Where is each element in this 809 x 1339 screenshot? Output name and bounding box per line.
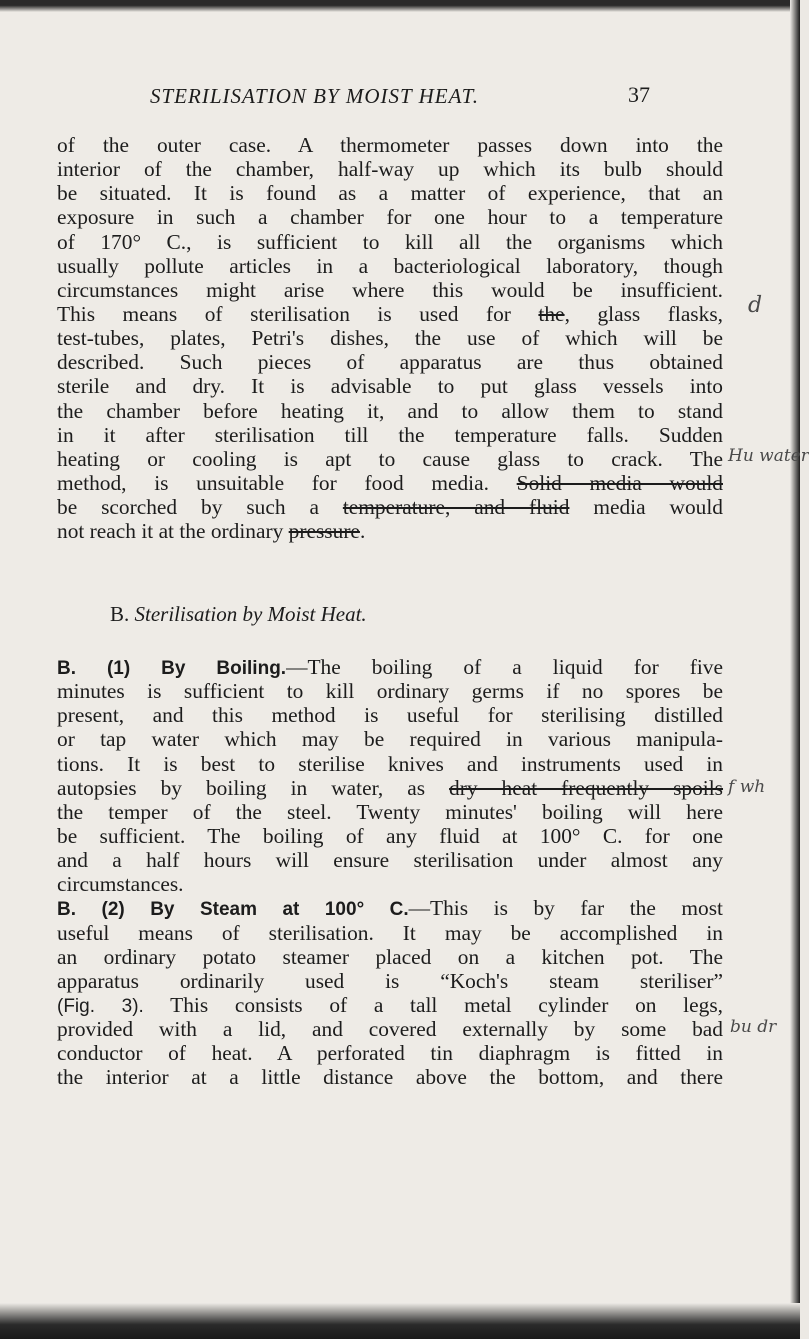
- text-line: [57, 703, 723, 727]
- text-run: test-tubes, plates, Petri's dishes, the use of which will be: [57, 326, 723, 351]
- text-run: apparatus ordinarily used is “Koch's steam steriliser”: [57, 968, 723, 993]
- text-run: heating or cooling is apt to cause glass to crack. The: [57, 446, 723, 471]
- text-line: [57, 399, 723, 423]
- section-title: Sterilisation by Moist Heat.: [134, 602, 367, 626]
- text-run: in it after sterilisation till the temperature falls. Sudden: [57, 422, 723, 447]
- text-run: exposure in such a chamber for one hour to a temperature: [57, 205, 723, 230]
- struck-text: the: [538, 301, 565, 326]
- text-run: This consists of a tall metal cylinder on legs,: [143, 992, 723, 1017]
- text-line: [57, 423, 723, 447]
- running-head: [150, 80, 650, 116]
- text-line: [57, 495, 723, 519]
- text-line: [57, 230, 723, 254]
- text-line: [57, 776, 723, 800]
- text-run: not reach it at the ordinary: [57, 519, 289, 544]
- text-line: [57, 326, 723, 350]
- scan-edge-bottom: [0, 1303, 800, 1339]
- margin-note-handwritten: Hu water: [728, 446, 809, 466]
- text-line: [57, 848, 723, 872]
- text-line: [57, 278, 723, 302]
- text-run: be scorched by such a: [57, 495, 343, 520]
- subsection-heading: B. (2) By Steam at 100° C.: [57, 899, 409, 921]
- text-run: be sufficient. The boiling of any fluid at 100° C. for one: [57, 823, 723, 848]
- text-line: [57, 679, 723, 703]
- text-line: [57, 519, 723, 543]
- section-heading: [110, 602, 367, 627]
- paragraph-moist-heat: [57, 655, 723, 1090]
- scan-edge-right: [790, 0, 800, 1339]
- text-line: [57, 921, 723, 945]
- struck-text: temperature, and fluid: [342, 495, 570, 520]
- struck-text: pressure: [288, 519, 360, 544]
- text-run: autopsies by boiling in water, as: [57, 775, 450, 800]
- text-line: [57, 1041, 723, 1065]
- text-run: conductor of heat. A perforated tin diaphragm is fitted in: [57, 1041, 723, 1066]
- text-run: circumstances.: [57, 872, 184, 897]
- text-line: [57, 471, 723, 495]
- text-line: [57, 993, 723, 1017]
- margin-note-handwritten: bu dr: [730, 1017, 777, 1037]
- margin-note-handwritten: d: [748, 293, 763, 318]
- scan-edge-top: [0, 0, 800, 12]
- text-line: [57, 752, 723, 776]
- text-run: the chamber before heating it, and to allow them to stand: [57, 398, 723, 423]
- text-run: useful means of sterilisation. It may be accomplished in: [57, 920, 723, 945]
- text-line: [57, 254, 723, 278]
- text-run: sterile and dry. It is advisable to put glass vessels into: [57, 374, 723, 399]
- text-line: [57, 969, 723, 993]
- text-line: [57, 205, 723, 229]
- text-line: [57, 945, 723, 969]
- text-run: interior of the chamber, half-way up which its bulb should: [57, 157, 723, 182]
- text-run: described. Such pieces of apparatus are thus obtained: [57, 350, 723, 375]
- text-line: [57, 374, 723, 398]
- text-run: —The boiling of a liquid for five: [286, 655, 723, 679]
- text-run: or tap water which may be required in various manipula-: [57, 727, 723, 752]
- text-run: media would: [569, 495, 723, 520]
- section-label: B.: [110, 602, 130, 626]
- text-run: of 170° C., is sufficient to kill all the organisms which: [57, 229, 723, 254]
- struck-text: dry heat frequently spoils: [449, 775, 724, 800]
- text-run: of the outer case. A thermometer passes down into the: [57, 133, 723, 157]
- text-line: [57, 655, 723, 679]
- paragraph-dry-heat: [57, 133, 723, 543]
- text-run: —This is by far the most: [408, 896, 723, 921]
- text-line: [57, 1065, 723, 1089]
- margin-note-handwritten: f wh: [728, 777, 766, 797]
- text-run: minutes is sufficient to kill ordinary germs if no spores be: [57, 679, 723, 704]
- text-line: [57, 727, 723, 751]
- text-run: , glass flasks,: [564, 301, 724, 326]
- text-run: present, and this method is useful for sterilising distilled: [57, 703, 723, 728]
- text-run: the temper of the steel. Twenty minutes' boiling will here: [57, 799, 723, 824]
- text-line: [57, 824, 723, 848]
- text-line: [57, 157, 723, 181]
- text-run: the interior at a little distance above the bottom, and there: [57, 1065, 723, 1090]
- subsection-heading: B. (1) By Boiling.: [57, 658, 287, 679]
- text-line: [57, 1017, 723, 1041]
- text-run: This means of sterilisation is used for: [57, 301, 539, 326]
- figure-reference: (Fig. 3).: [57, 995, 144, 1017]
- text-run: and a half hours will ensure sterilisation under almost any: [57, 848, 723, 873]
- text-run: .: [359, 519, 366, 544]
- text-run: method, is unsuitable for food media.: [57, 470, 517, 495]
- text-run: usually pollute articles in a bacteriological laboratory, though: [57, 253, 723, 278]
- text-run: provided with a lid, and covered externally by some bad: [57, 1017, 723, 1042]
- text-run: circumstances might arise where this would be insufficient.: [57, 277, 723, 302]
- text-run: be situated. It is found as a matter of experience, that an: [57, 181, 723, 206]
- text-line: [57, 872, 723, 896]
- text-line: [57, 896, 723, 920]
- text-line: [57, 350, 723, 374]
- text-run: an ordinary potato steamer placed on a kitchen pot. The: [57, 944, 723, 969]
- text-line: [57, 133, 723, 157]
- running-title: STERILISATION BY MOIST HEAT.: [150, 84, 480, 108]
- page-number: 37: [628, 82, 650, 107]
- struck-text: Solid media would: [516, 470, 723, 495]
- text-line: [57, 302, 723, 326]
- text-line: [57, 800, 723, 824]
- text-run: tions. It is best to sterilise knives and instruments used in: [57, 751, 723, 776]
- text-line: [57, 181, 723, 205]
- text-line: [57, 447, 723, 471]
